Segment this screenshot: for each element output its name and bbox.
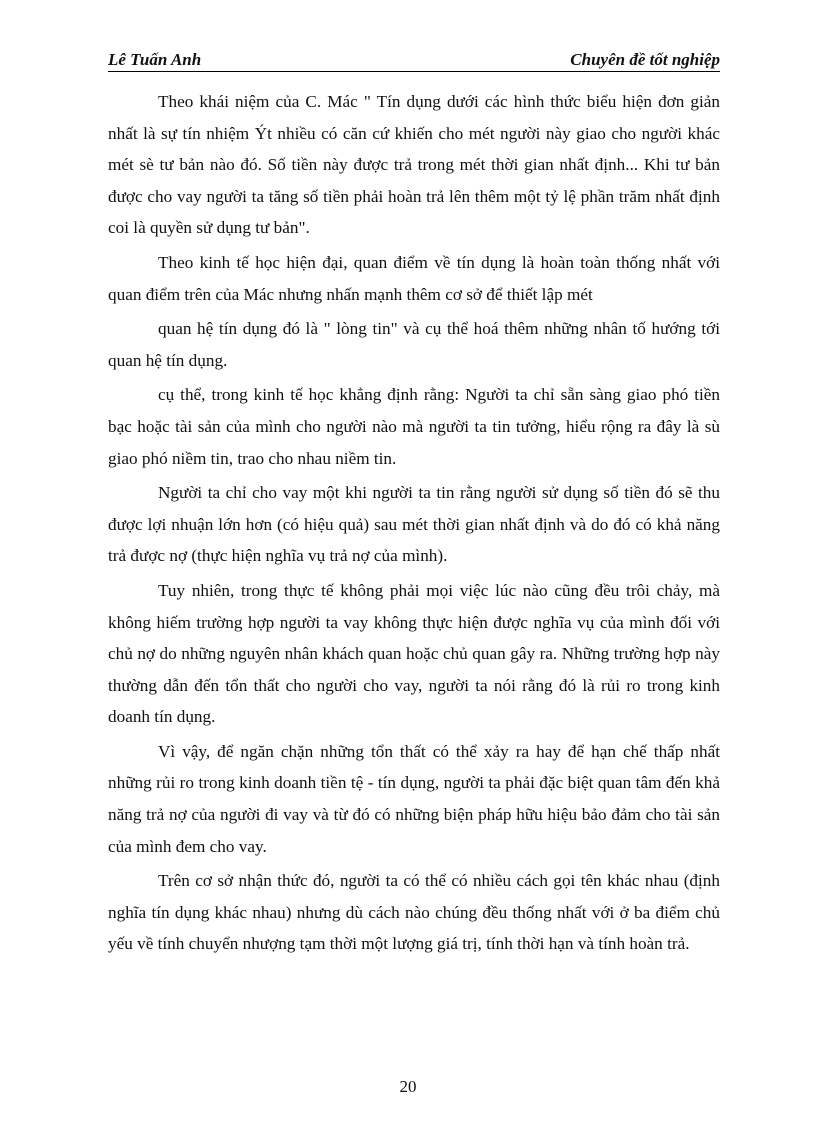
body-text: [108, 86, 720, 960]
paragraph: quan hệ tín dụng đó là " lòng tin" và cụ thể hoá thêm những nhân tố hướng tới quan hệ tín dụng.: [108, 319, 720, 370]
header-author: Lê Tuấn Anh: [108, 50, 202, 69]
paragraph: Tuy nhiên, trong thực tế không phải mọi việc lúc nào cũng đều trôi chảy, mà không hiếm trường hợp người ta vay không thực hiện được nghĩa vụ của mình đối với chủ nợ do những nguyên nhân khách quan hoặc chủ quan gây ra. Những trường hợp này thường dẫn đến tổn thất cho người cho vay, người ta nói rằng đó là rủi ro trong kinh doanh tín dụng.: [108, 580, 720, 727]
page-number: 20: [399, 1077, 417, 1096]
paragraph: cụ thể, trong kinh tế học khẳng định rằng: Người ta chỉ sẵn sàng giao phó tiền bạc hoặc tài sản của mình cho người nào mà người ta tin tưởng, hiểu rộng ra đây là sù giao phó niềm tin, trao cho nhau niềm tin.: [108, 385, 720, 468]
paragraph: Theo khái niệm của C. Mác " Tín dụng dưới các hình thức biểu hiện đơn giản nhất là sự tín nhiệm Ýt nhiều có căn cứ khiến cho mét người này giao cho người khác mét sè tư bản nào đó. Số tiền này được trả trong mét thời gian nhất định... Khi tư bản được cho vay người ta tăng số tiền phải hoàn trả lên thêm một tỷ lệ phần trăm nhất định coi là quyền sử dụng tư bản".: [108, 92, 720, 238]
paragraph: Theo kinh tế học hiện đại, quan điểm về tín dụng là hoàn toàn thống nhất với quan điểm trên của Mác nhưng nhấn mạnh thêm cơ sở để thiết lập mét: [108, 252, 720, 304]
page-header: [108, 49, 720, 72]
header-document-title: Chuyên đề tốt nghiệp: [570, 50, 720, 69]
paragraph: Vì vậy, để ngăn chặn những tổn thất có thể xảy ra hay để hạn chế thấp nhất những rủi ro trong kinh doanh tiền tệ - tín dụng, người ta phải đặc biệt quan tâm đến khả năng trả nợ của người đi vay và từ đó có những biện pháp hữu hiệu bảo đảm cho tài sản của mình đem cho vay.: [108, 741, 720, 856]
paragraph: Trên cơ sở nhận thức đó, người ta có thể có nhiều cách gọi tên khác nhau (định nghĩa tín dụng khác nhau) nhưng dù cách nào chúng đều thống nhất với ở ba điểm chủ yếu về tính chuyển nhượng tạm thời một lượng giá trị, tính thời hạn và tính hoàn trả.: [108, 871, 720, 954]
paragraph: Người ta chỉ cho vay một khi người ta tin rằng người sử dụng số tiền đó sẽ thu được lợi nhuận lớn hơn (có hiệu quả) sau mét thời gian nhất định và do đó có khả năng trả được nợ (thực hiện nghĩa vụ trả nợ của mình).: [108, 483, 720, 566]
